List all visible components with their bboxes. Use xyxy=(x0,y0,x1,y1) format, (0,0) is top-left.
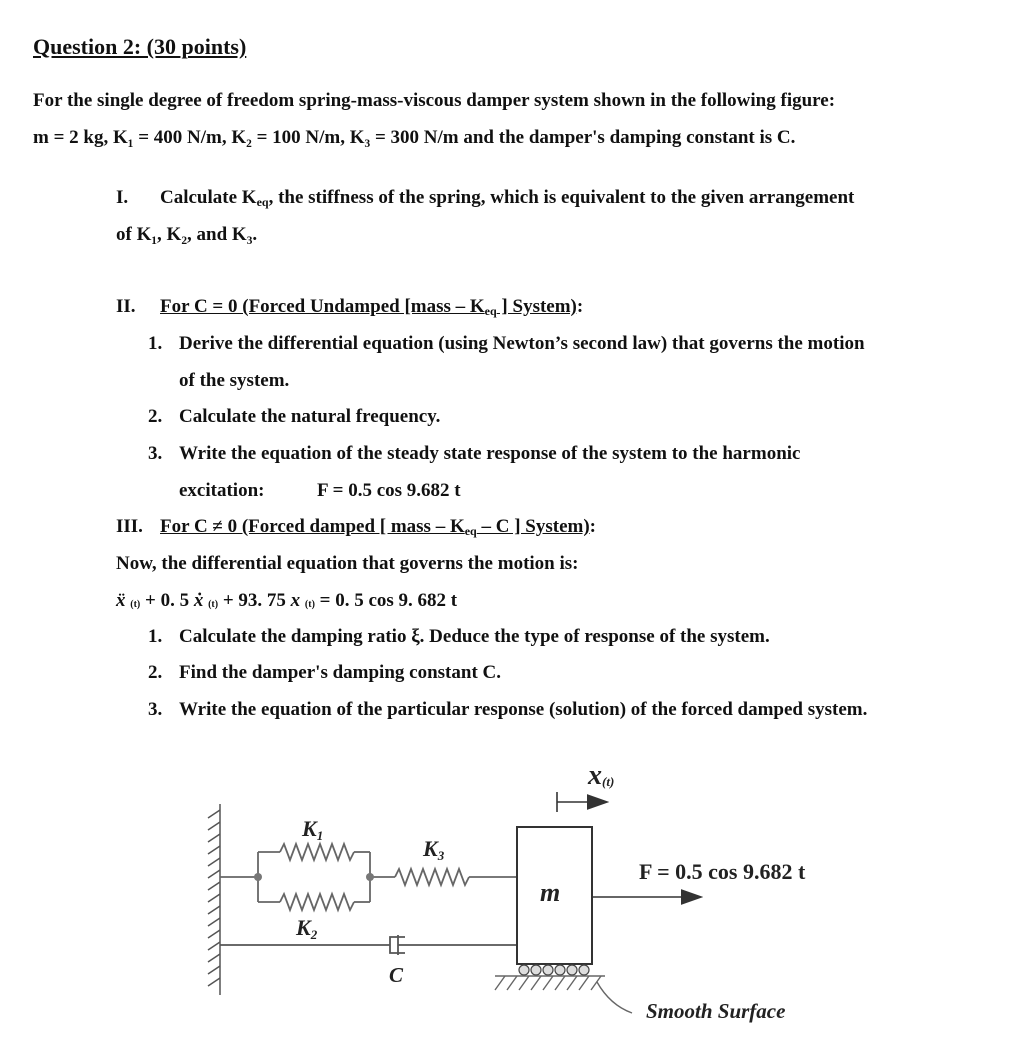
spring-k2 xyxy=(280,894,354,910)
eq-t3: (t) xyxy=(304,599,315,610)
part2-item-3-text: Write the equation of the steady state response of the system to the harmonic xyxy=(179,443,801,464)
ground-surface xyxy=(495,976,632,1013)
part2-heading-a: For C = 0 (Forced Undamped [mass – K xyxy=(160,296,485,317)
eq-t2: (t) xyxy=(208,599,219,610)
label-k2: K2 xyxy=(296,915,318,942)
part3-colon: : xyxy=(589,516,596,537)
part2-colon: : xyxy=(576,296,584,317)
spring-k1 xyxy=(280,844,354,860)
displacement-arrow xyxy=(557,792,606,812)
joint-left xyxy=(254,873,262,881)
label-x: x(t) xyxy=(588,760,615,791)
part2-item-3-text2: excitation: xyxy=(179,480,265,501)
part3-item-3-num: 3. xyxy=(148,699,163,720)
part3-now-text: Now, the differential equation that governs the motion is: xyxy=(116,553,579,574)
label-m: m xyxy=(540,878,561,907)
intro-line-2: m = 2 kg, K₁ = 400 N/m, K₂ = 100 N/m, K₃ = 300 N/m and the damper's damping constant is C. xyxy=(33,127,796,148)
part1-text-b: , the stiffness of the spring, which is equivalent to the given arrangement xyxy=(268,187,855,208)
part1-number: I. xyxy=(116,187,129,208)
part3-item-3-text: Write the equation of the particular response (solution) of the forced damped system. xyxy=(179,699,868,720)
part3-heading-a: For C ≠ 0 (Forced damped [ mass – K xyxy=(160,516,465,537)
part3-heading-sub: eq xyxy=(464,524,477,538)
eq-t1: (t) xyxy=(130,599,141,610)
part1-sub: eq xyxy=(256,195,269,209)
part2-item-1-num: 1. xyxy=(148,333,163,354)
part2-item-3-num: 3. xyxy=(148,443,163,464)
joint-right xyxy=(366,873,374,881)
part3-item-1-num: 1. xyxy=(148,626,163,647)
eq-mid1: + 0. 5 xyxy=(140,590,194,611)
part2-number: II. xyxy=(116,296,136,317)
spring-k3 xyxy=(395,869,469,885)
damper-c xyxy=(220,935,517,955)
part2-item-1-text: Derive the differential equation (using Newton’s second law) that governs the motion xyxy=(179,333,865,354)
part2-item-2-text: Calculate the natural frequency. xyxy=(179,406,441,427)
eq-x: x xyxy=(290,590,301,611)
eq-x-ddot: ẍ xyxy=(116,590,126,611)
part2-item-2-num: 2. xyxy=(148,406,163,427)
fixed-wall xyxy=(208,804,220,995)
part1-line-2: of K₁, K₂, and K₃. xyxy=(116,224,258,245)
eq-mid2: + 93. 75 xyxy=(218,590,291,611)
label-k3: K3 xyxy=(423,836,445,863)
question-title: Question 2: (30 points) xyxy=(33,34,247,59)
label-smooth-surface: Smooth Surface xyxy=(646,999,786,1023)
label-force: F = 0.5 cos 9.682 t xyxy=(639,859,806,884)
part3-heading-b: – C ] System) xyxy=(476,516,590,537)
part1-text-a: Calculate K xyxy=(160,187,257,208)
part2-item-3-formula: F = 0.5 cos 9.682 t xyxy=(317,480,461,501)
eq-x-dot: ẋ xyxy=(193,590,204,611)
label-k1: K1 xyxy=(302,816,324,843)
part2-heading-sub: eq xyxy=(484,304,497,318)
rollers xyxy=(519,965,589,975)
part3-item-1-text: Calculate the damping ratio ξ. Deduce the type of response of the system. xyxy=(179,626,770,647)
eq-rhs: = 0. 5 cos 9. 682 t xyxy=(314,590,458,611)
part3-item-2-text: Find the damper's damping constant C. xyxy=(179,662,501,683)
intro-line-1: For the single degree of freedom spring-mass-viscous damper system shown in the following figure: xyxy=(33,90,836,111)
part2-item-1-text2: of the system. xyxy=(179,370,290,391)
part3-number: III. xyxy=(116,516,143,537)
label-c: C xyxy=(389,963,404,987)
part2-heading-b: ] System) xyxy=(496,296,577,317)
part3-item-2-num: 2. xyxy=(148,662,163,683)
